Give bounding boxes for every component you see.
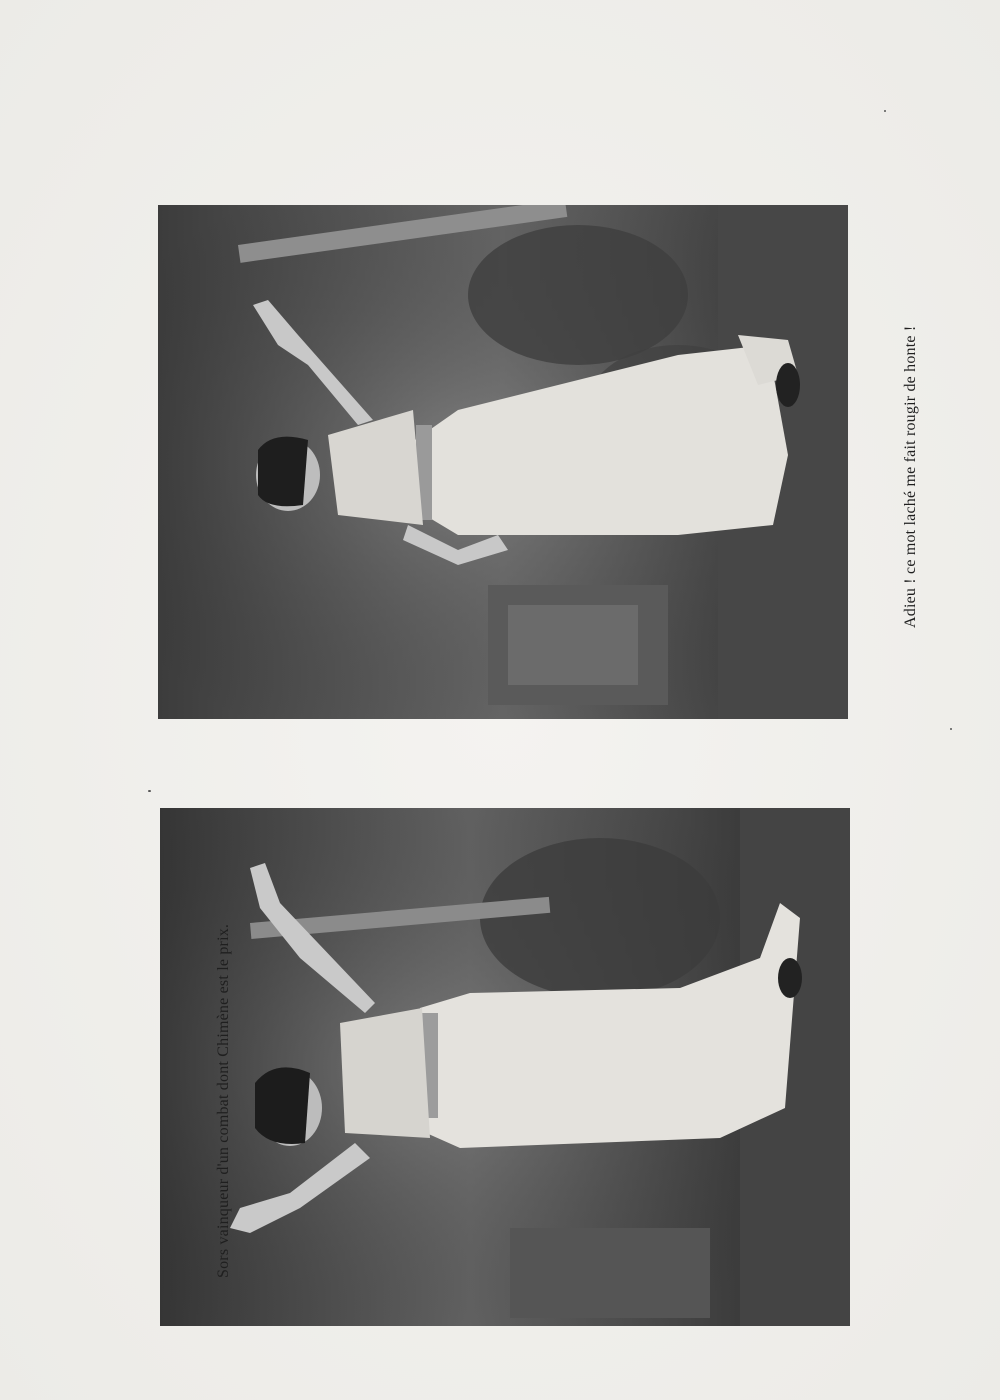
- paper-speck: [148, 790, 151, 792]
- paper-speck: [884, 110, 886, 112]
- paper-speck: [950, 728, 952, 730]
- photo-plate-top: [158, 205, 848, 719]
- caption-top: Adieu ! ce mot laché me fait rougir de honte !: [902, 325, 919, 628]
- photo-actress-victory: [160, 808, 850, 1326]
- photo-actress-farewell: [158, 205, 848, 719]
- caption-bottom: Sors vainqueur d'un combat dont Chimène est le prix.: [215, 923, 232, 1278]
- photo-plate-bottom: [160, 808, 850, 1326]
